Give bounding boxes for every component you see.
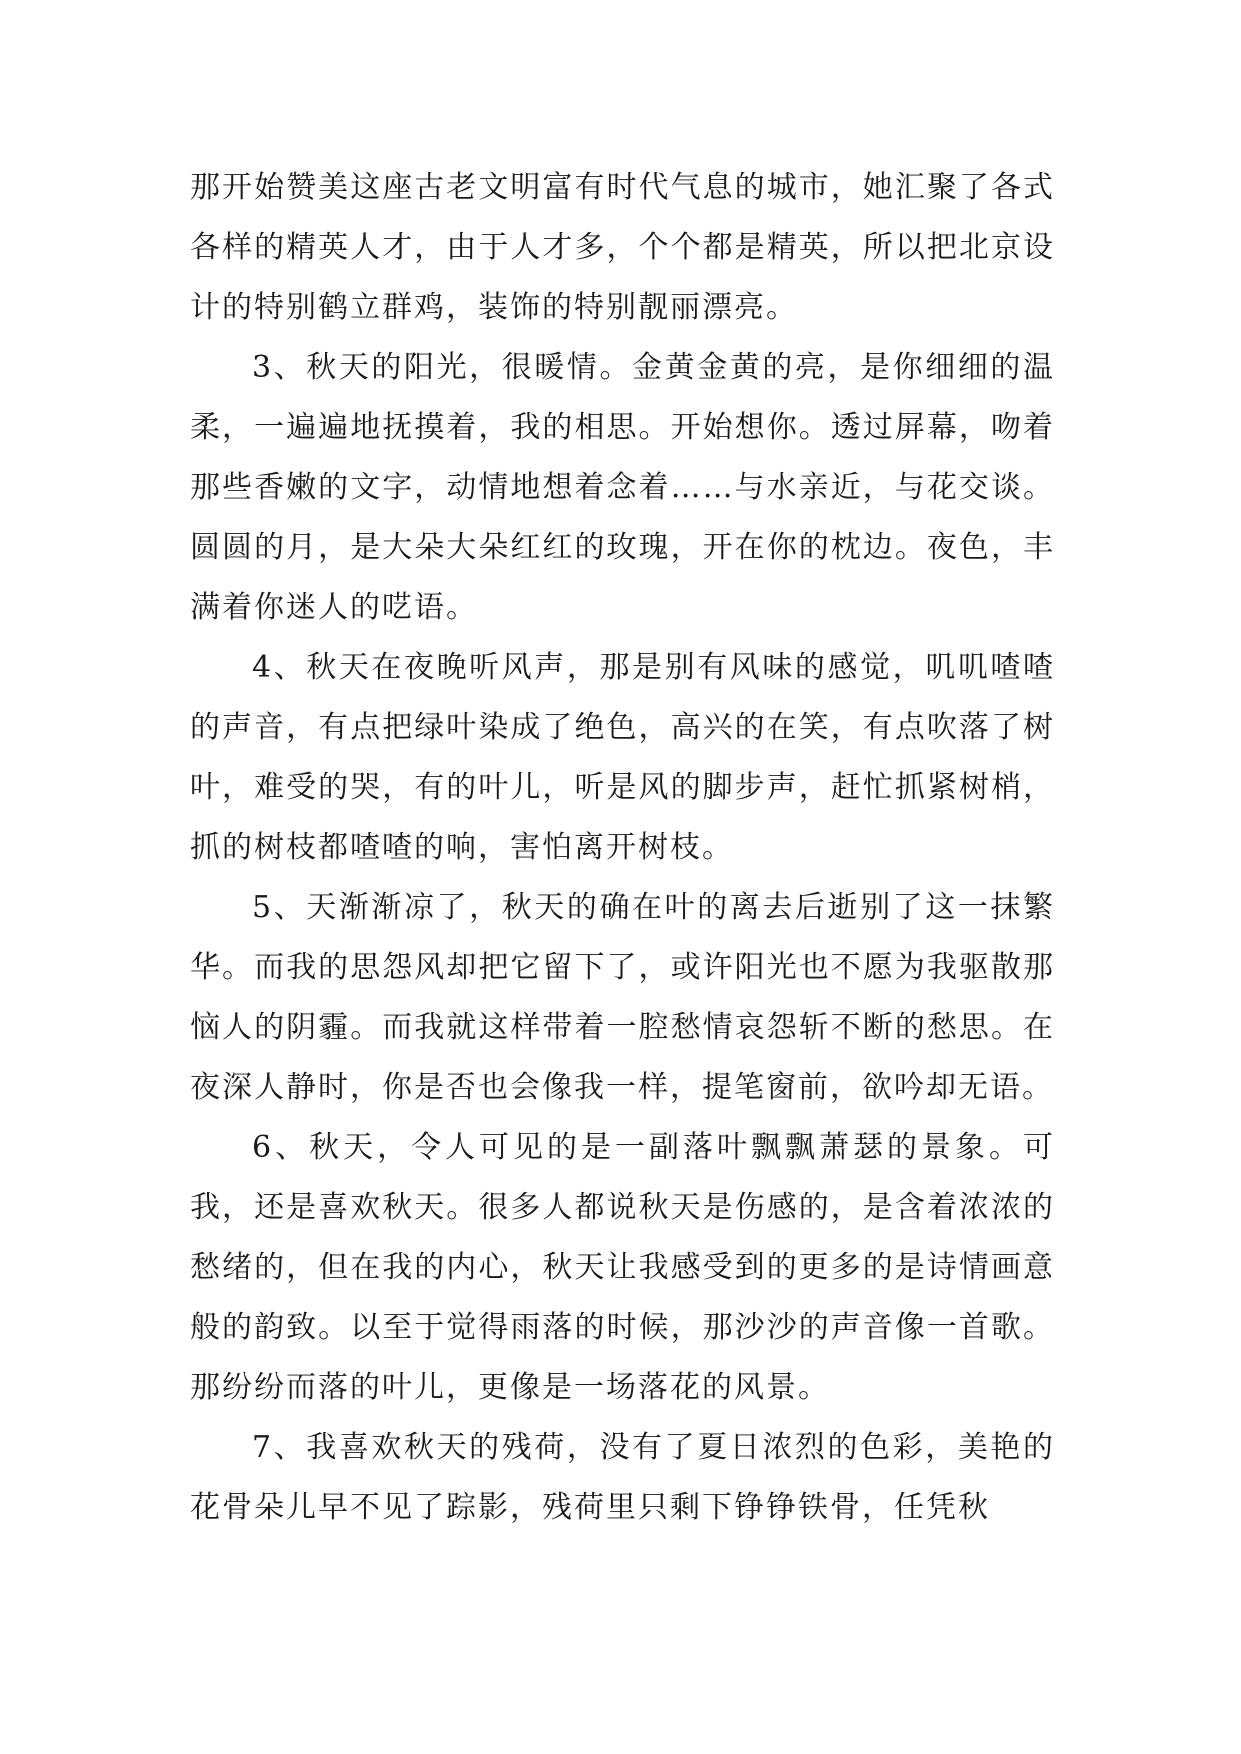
paragraph-6: 7、我喜欢秋天的残荷，没有了夏日浓烈的色彩，美艳的花骨朵儿早不见了踪影，残荷里只剩下铮铮铁骨，任凭秋 xyxy=(190,1430,1055,1525)
document-body xyxy=(190,158,1055,1538)
paragraph-3: 4、秋天在夜晚听风声，那是别有风味的感觉，叽叽喳喳的声音，有点把绿叶染成了绝色，高兴的在笑，有点吹落了树叶，难受的哭，有的叶儿，听是风的脚步声，赶忙抓紧树梢，抓的树枝都喳喳的响，害怕离开树枝。 xyxy=(190,650,1055,865)
paragraph-2: 3、秋天的阳光，很暖情。金黄金黄的亮，是你细细的温柔，一遍遍地抚摸着，我的相思。开始想你。透过屏幕，吻着那些香嫩的文字，动情地想着念着……与水亲近，与花交谈。圆圆的月，是大朵大朵红红的玫瑰，开在你的枕边。夜色，丰满着你迷人的呓语。 xyxy=(190,350,1055,625)
paragraph-5: 6、秋天，令人可见的是一副落叶飘飘萧瑟的景象。可我，还是喜欢秋天。很多人都说秋天是伤感的，是含着浓浓的愁绪的，但在我的内心，秋天让我感受到的更多的是诗情画意般的韵致。以至于觉得雨落的时候，那沙沙的声音像一首歌。那纷纷而落的叶儿，更像是一场落花的风景。 xyxy=(190,1130,1055,1405)
paragraph-4: 5、天渐渐凉了，秋天的确在叶的离去后逝别了这一抹繁华。而我的思怨风却把它留下了，或许阳光也不愿为我驱散那恼人的阴霾。而我就这样带着一腔愁情哀怨斩不断的愁思。在夜深人静时，你是否也会像我一样，提笔窗前，欲吟却无语。 xyxy=(190,890,1055,1105)
paragraph-1: 那开始赞美这座古老文明富有时代气息的城市，她汇聚了各式各样的精英人才，由于人才多，个个都是精英，所以把北京设计的特别鹤立群鸡，装饰的特别靓丽漂亮。 xyxy=(190,170,1055,325)
